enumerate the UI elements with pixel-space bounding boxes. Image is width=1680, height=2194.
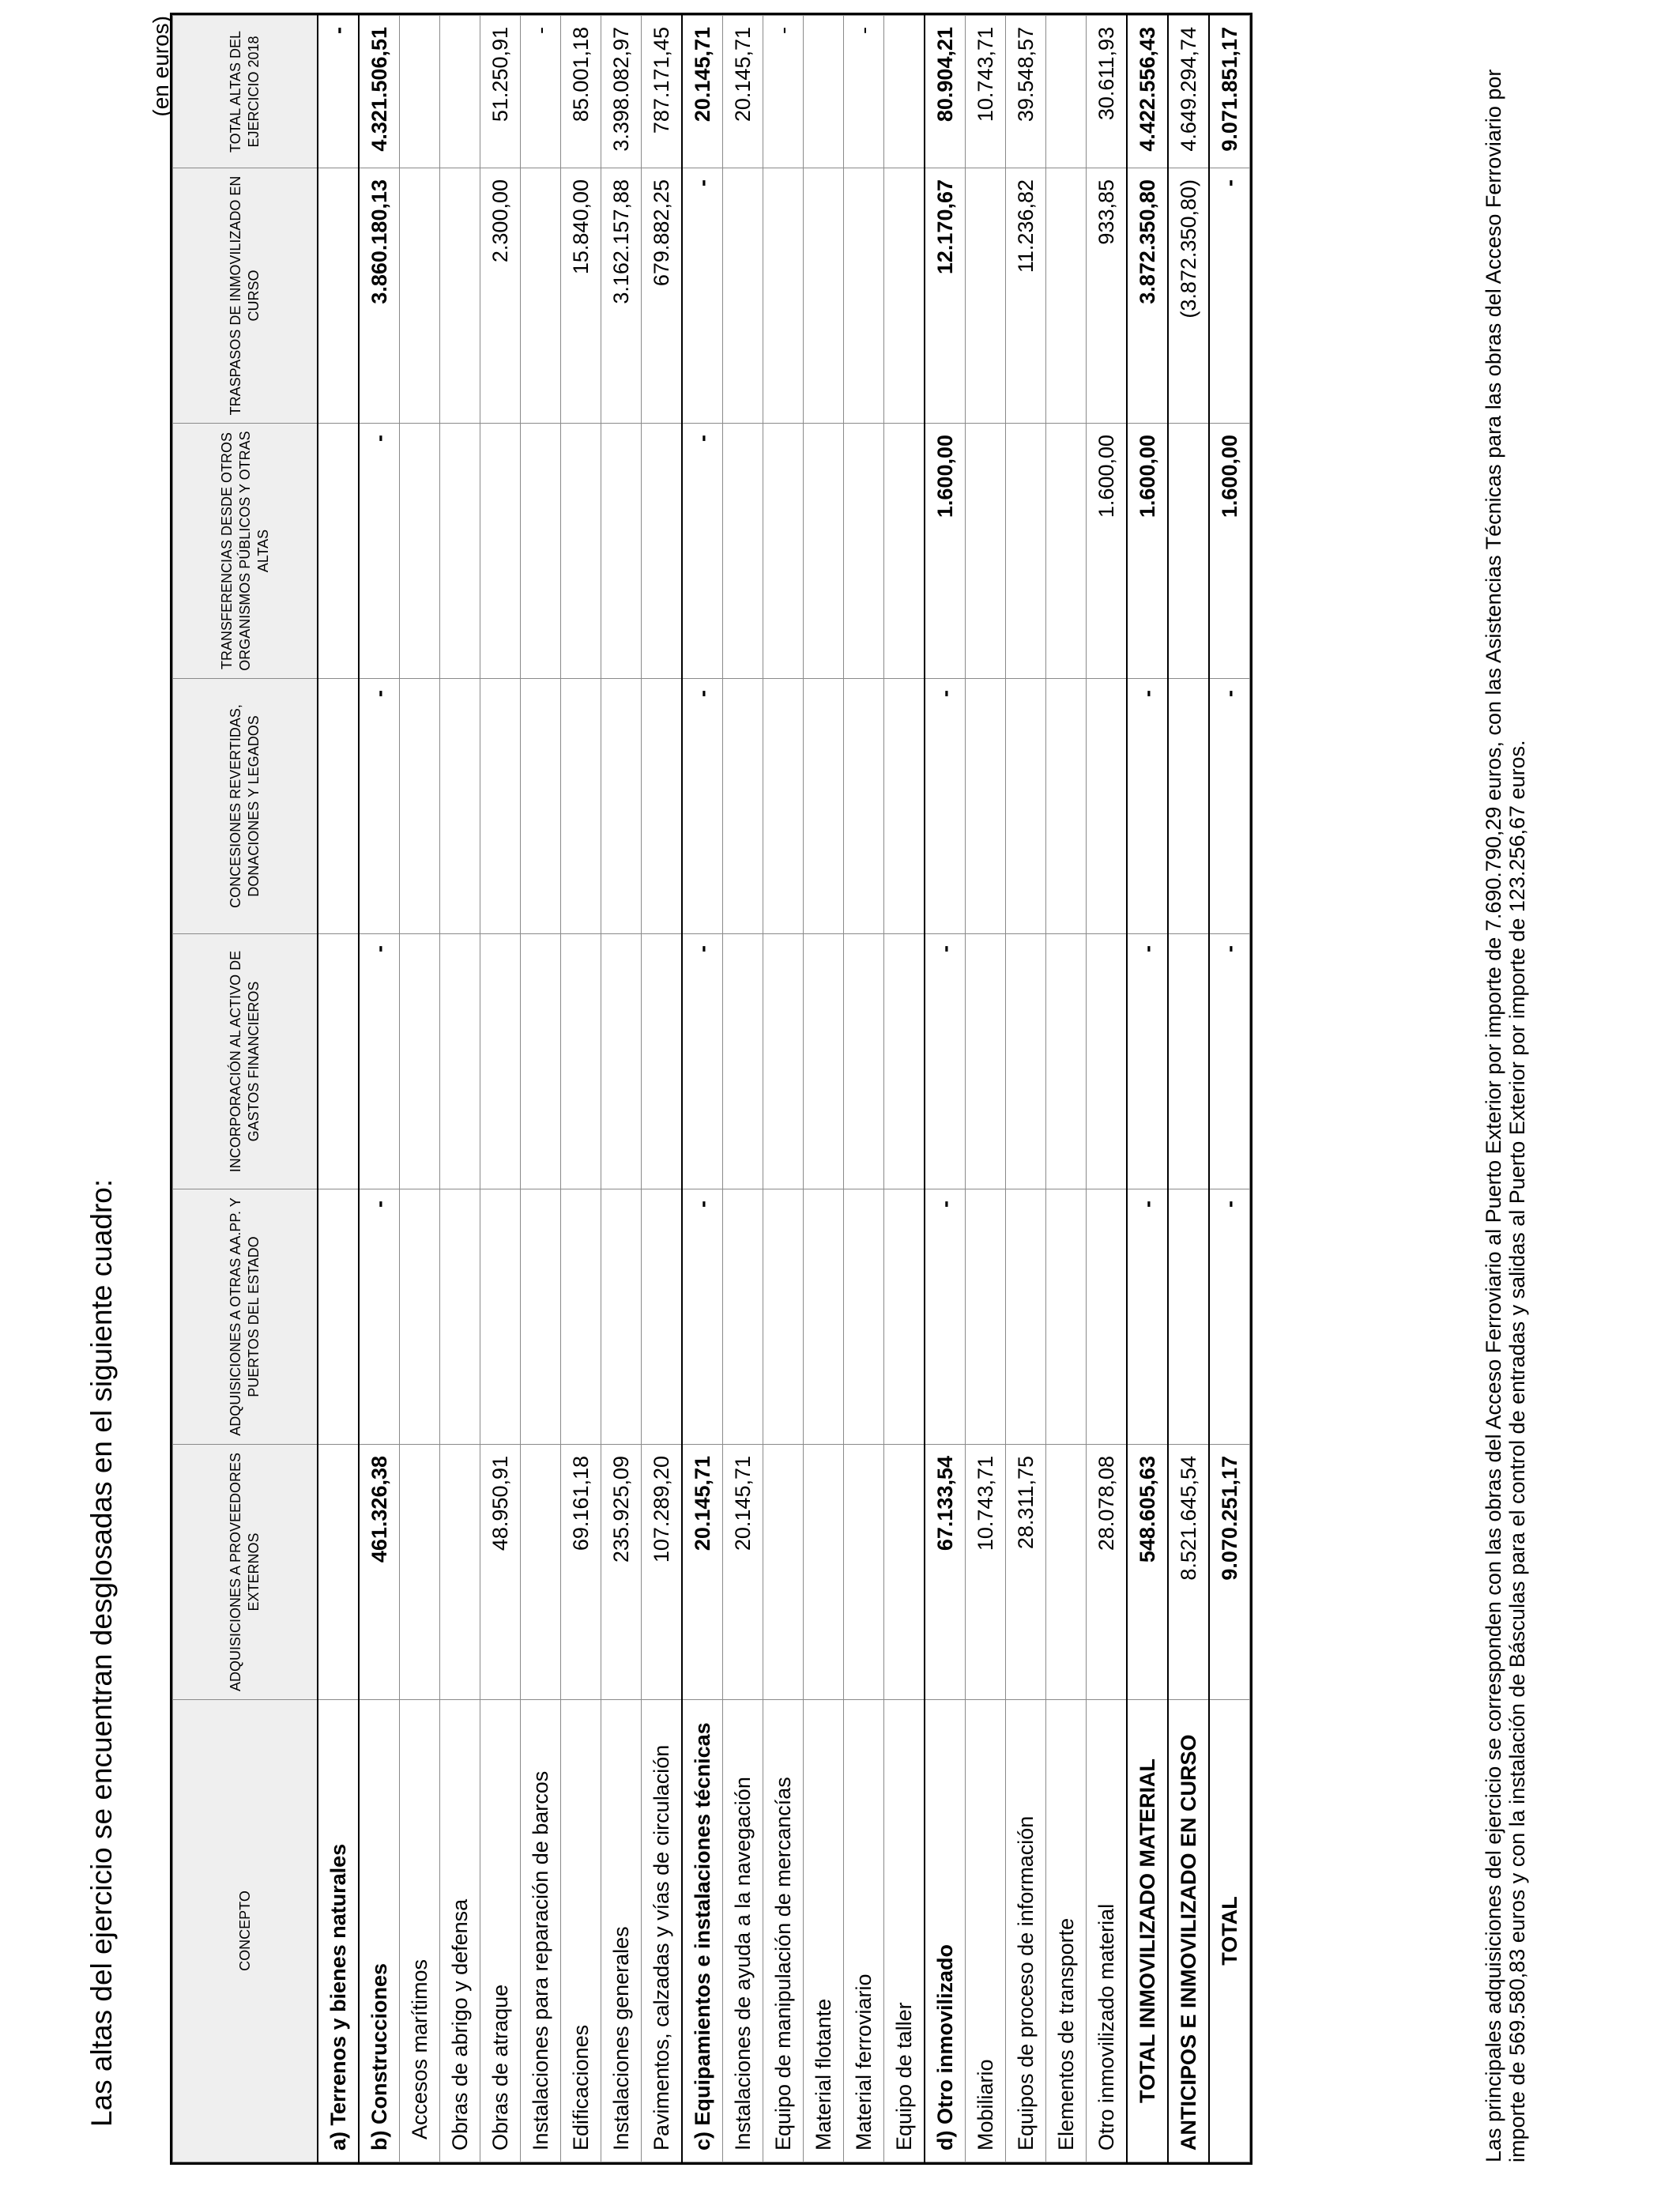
value-cell: -: [763, 16, 804, 168]
concept-cell: Obras de atraque: [480, 1700, 521, 2162]
value-cell: [844, 1445, 884, 1700]
value-cell: 12.170,67: [925, 168, 966, 424]
value-cell: -: [1127, 679, 1168, 934]
row-total-inmovilizado-material: [1127, 16, 1168, 2162]
value-cell: [804, 1189, 844, 1445]
value-cell: [642, 1189, 683, 1445]
value-cell: 1.600,00: [1087, 424, 1128, 679]
value-cell: [1046, 679, 1087, 934]
row-obras-abrigo: [440, 16, 480, 2162]
footnote: Las principales adquisiciones del ejercicio se corresponden con las obras del Acceso Ferroviario al Puerto Exterior por importe de 7.690.790,29 euros, con las Asistencias Técnicas para las obras del Acceso Ferroviario por importe de 569.580,83 euros y con la instalación de Básculas para el control de entradas y salidas al Puerto Exterior por importe de 123.256,67 euros.: [1482, 69, 1529, 2162]
value-cell: [1006, 934, 1046, 1189]
value-cell: [318, 679, 359, 934]
value-cell: -: [682, 679, 723, 934]
value-cell: [1006, 424, 1046, 679]
concept-cell: Accesos marítimos: [400, 1700, 440, 2162]
concept-cell: Instalaciones generales: [601, 1700, 642, 2162]
value-cell: [561, 934, 601, 1189]
row-equipamientos: [682, 16, 723, 2162]
value-cell: [804, 16, 844, 168]
value-cell: [440, 679, 480, 934]
value-cell: [884, 1189, 925, 1445]
value-cell: [844, 424, 884, 679]
concept-cell: Pavimentos, calzadas y vías de circulación: [642, 1700, 683, 2162]
concept-cell: ANTICIPOS E INMOVILIZADO EN CURSO: [1168, 1700, 1209, 2162]
value-cell: 11.236,82: [1006, 168, 1046, 424]
value-cell: 4.321.506,51: [359, 16, 400, 168]
value-cell: 235.925,09: [601, 1445, 642, 1700]
row-construcciones: [359, 16, 400, 2162]
value-cell: 2.300,00: [480, 168, 521, 424]
value-cell: [1006, 679, 1046, 934]
value-cell: [723, 1189, 763, 1445]
row-pavimentos: [642, 16, 683, 2162]
value-cell: [844, 934, 884, 1189]
value-cell: [1168, 1189, 1209, 1445]
value-cell: [521, 1189, 561, 1445]
value-cell: [844, 1189, 884, 1445]
row-reparacion-barcos: [521, 16, 561, 2162]
value-cell: 15.840,00: [561, 168, 601, 424]
value-cell: [561, 679, 601, 934]
value-cell: [642, 424, 683, 679]
row-elementos-transporte: [1046, 16, 1087, 2162]
value-cell: -: [1127, 934, 1168, 1189]
value-cell: 51.250,91: [480, 16, 521, 168]
value-cell: [966, 168, 1006, 424]
value-cell: 548.605,63: [1127, 1445, 1168, 1700]
row-mobiliario: [966, 16, 1006, 2162]
row-material-flotante: [804, 16, 844, 2162]
value-cell: [601, 679, 642, 934]
altas-table: [172, 15, 1250, 2162]
row-accesos-maritimos: [400, 16, 440, 2162]
row-total: [1209, 16, 1250, 2162]
value-cell: [723, 679, 763, 934]
value-cell: [318, 168, 359, 424]
row-edificaciones: [561, 16, 601, 2162]
value-cell: 3.398.082,97: [601, 16, 642, 168]
value-cell: -: [318, 16, 359, 168]
value-cell: [521, 1445, 561, 1700]
value-cell: -: [682, 424, 723, 679]
concept-cell: Material flotante: [804, 1700, 844, 2162]
concept-cell: Equipos de proceso de información: [1006, 1700, 1046, 2162]
value-cell: 1.600,00: [1127, 424, 1168, 679]
value-cell: [480, 934, 521, 1189]
value-cell: 8.521.645,54: [1168, 1445, 1209, 1700]
value-cell: 69.161,18: [561, 1445, 601, 1700]
value-cell: [440, 16, 480, 168]
value-cell: [1087, 934, 1128, 1189]
value-cell: [1046, 934, 1087, 1189]
value-cell: [763, 934, 804, 1189]
value-cell: [884, 168, 925, 424]
row-material-ferroviario: [844, 16, 884, 2162]
value-cell: 85.001,18: [561, 16, 601, 168]
value-cell: 933,85: [1087, 168, 1128, 424]
value-cell: [400, 424, 440, 679]
row-instalaciones-generales: [601, 16, 642, 2162]
value-cell: [804, 168, 844, 424]
value-cell: [440, 1189, 480, 1445]
value-cell: 3.860.180,13: [359, 168, 400, 424]
value-cell: -: [682, 168, 723, 424]
header-otras-aapp: ADQUISICIONES A OTRAS AA.PP. Y PUERTOS DEL ESTADO: [173, 1189, 318, 1445]
value-cell: -: [1127, 1189, 1168, 1445]
value-cell: 3.872.350,80: [1127, 168, 1168, 424]
value-cell: [966, 934, 1006, 1189]
table-header-row: [173, 16, 318, 2162]
header-transferencias: TRANSFERENCIAS DESDE OTROS ORGANISMOS PÚBLICOS Y OTRAS ALTAS: [173, 424, 318, 679]
value-cell: [400, 679, 440, 934]
value-cell: 20.145,71: [682, 16, 723, 168]
concept-cell: TOTAL: [1209, 1700, 1250, 2162]
concept-cell: d) Otro inmovilizado: [925, 1700, 966, 2162]
value-cell: [804, 1445, 844, 1700]
header-gastos-financieros: INCORPORACIÓN AL ACTIVO DE GASTOS FINANCIEROS: [173, 934, 318, 1189]
value-cell: [521, 934, 561, 1189]
value-cell: [884, 679, 925, 934]
value-cell: [318, 1189, 359, 1445]
value-cell: [966, 1189, 1006, 1445]
concept-cell: Otro inmovilizado material: [1087, 1700, 1128, 2162]
value-cell: 1.600,00: [925, 424, 966, 679]
value-cell: 80.904,21: [925, 16, 966, 168]
value-cell: [844, 168, 884, 424]
value-cell: [1087, 1189, 1128, 1445]
value-cell: [804, 934, 844, 1189]
value-cell: -: [925, 679, 966, 934]
value-cell: 9.070.251,17: [1209, 1445, 1250, 1700]
value-cell: [318, 934, 359, 1189]
value-cell: [480, 1189, 521, 1445]
value-cell: 4.649.294,74: [1168, 16, 1209, 168]
concept-cell: Material ferroviario: [844, 1700, 884, 2162]
value-cell: [804, 424, 844, 679]
row-ayuda-navegacion: [723, 16, 763, 2162]
value-cell: -: [359, 1189, 400, 1445]
unit-label: (en euros): [149, 16, 173, 117]
value-cell: [723, 934, 763, 1189]
value-cell: [723, 168, 763, 424]
value-cell: [1168, 424, 1209, 679]
value-cell: [561, 1189, 601, 1445]
value-cell: [1046, 168, 1087, 424]
value-cell: [400, 16, 440, 168]
value-cell: [440, 168, 480, 424]
value-cell: [642, 934, 683, 1189]
value-cell: -: [925, 1189, 966, 1445]
value-cell: [318, 424, 359, 679]
value-cell: [804, 679, 844, 934]
row-equipo-taller: [884, 16, 925, 2162]
value-cell: 30.611,93: [1087, 16, 1128, 168]
value-cell: [480, 424, 521, 679]
value-cell: 20.145,71: [723, 1445, 763, 1700]
value-cell: [763, 424, 804, 679]
header-concesiones-revertidas: CONCESIONES REVERTIDAS, DONACIONES Y LEGADOS: [173, 679, 318, 934]
value-cell: [844, 679, 884, 934]
value-cell: [440, 424, 480, 679]
value-cell: -: [844, 16, 884, 168]
value-cell: 787.171,45: [642, 16, 683, 168]
value-cell: [763, 168, 804, 424]
concept-cell: Edificaciones: [561, 1700, 601, 2162]
row-proceso-informacion: [1006, 16, 1046, 2162]
value-cell: [601, 934, 642, 1189]
value-cell: 20.145,71: [682, 1445, 723, 1700]
value-cell: 48.950,91: [480, 1445, 521, 1700]
concept-cell: Instalaciones para reparación de barcos: [521, 1700, 561, 2162]
value-cell: [1046, 424, 1087, 679]
value-cell: [521, 424, 561, 679]
value-cell: -: [682, 934, 723, 1189]
value-cell: [763, 679, 804, 934]
value-cell: 4.422.556,43: [1127, 16, 1168, 168]
row-anticipos: [1168, 16, 1209, 2162]
value-cell: [1168, 934, 1209, 1189]
value-cell: [642, 679, 683, 934]
value-cell: [561, 424, 601, 679]
value-cell: -: [925, 934, 966, 1189]
concept-cell: Equipo de manipulación de mercancías: [763, 1700, 804, 2162]
value-cell: [400, 1189, 440, 1445]
value-cell: [601, 424, 642, 679]
intro-text: Las altas del ejercicio se encuentran desglosadas en el siguiente cuadro:: [85, 1178, 118, 2127]
value-cell: [966, 679, 1006, 934]
value-cell: [601, 1189, 642, 1445]
value-cell: 20.145,71: [723, 16, 763, 168]
value-cell: -: [359, 424, 400, 679]
concept-cell: Obras de abrigo y defensa: [440, 1700, 480, 2162]
value-cell: 9.071.851,17: [1209, 16, 1250, 168]
concept-cell: TOTAL INMOVILIZADO MATERIAL: [1127, 1700, 1168, 2162]
concept-cell: Mobiliario: [966, 1700, 1006, 2162]
value-cell: 10.743,71: [966, 16, 1006, 168]
concept-cell: b) Construcciones: [359, 1700, 400, 2162]
value-cell: 3.162.157,88: [601, 168, 642, 424]
value-cell: 1.600,00: [1209, 424, 1250, 679]
value-cell: [521, 679, 561, 934]
value-cell: -: [1209, 1189, 1250, 1445]
value-cell: [480, 679, 521, 934]
value-cell: 679.882,25: [642, 168, 683, 424]
header-concepto: CONCEPTO: [173, 1700, 318, 2162]
value-cell: [521, 168, 561, 424]
header-proveedores-externos: ADQUISICIONES A PROVEEDORES EXTERNOS: [173, 1445, 318, 1700]
value-cell: (3.872.350,80): [1168, 168, 1209, 424]
value-cell: -: [359, 679, 400, 934]
value-cell: [884, 16, 925, 168]
value-cell: [440, 934, 480, 1189]
value-cell: [440, 1445, 480, 1700]
value-cell: [763, 1189, 804, 1445]
value-cell: [1046, 16, 1087, 168]
value-cell: [1006, 1189, 1046, 1445]
row-terrenos: [318, 16, 359, 2162]
value-cell: [884, 1445, 925, 1700]
value-cell: 28.311,75: [1006, 1445, 1046, 1700]
value-cell: 67.133,54: [925, 1445, 966, 1700]
concept-cell: Equipo de taller: [884, 1700, 925, 2162]
value-cell: [884, 934, 925, 1189]
header-traspasos: TRASPASOS DE INMOVILIZADO EN CURSO: [173, 168, 318, 424]
value-cell: 107.289,20: [642, 1445, 683, 1700]
value-cell: 28.078,08: [1087, 1445, 1128, 1700]
value-cell: [400, 168, 440, 424]
value-cell: [400, 1445, 440, 1700]
value-cell: [1046, 1445, 1087, 1700]
concept-cell: Elementos de transporte: [1046, 1700, 1087, 2162]
value-cell: [1168, 679, 1209, 934]
value-cell: [966, 424, 1006, 679]
value-cell: -: [521, 16, 561, 168]
value-cell: -: [1209, 934, 1250, 1189]
value-cell: -: [682, 1189, 723, 1445]
concept-cell: a) Terrenos y bienes naturales: [318, 1700, 359, 2162]
value-cell: -: [359, 934, 400, 1189]
value-cell: [723, 424, 763, 679]
value-cell: 461.326,38: [359, 1445, 400, 1700]
value-cell: [318, 1445, 359, 1700]
value-cell: [884, 424, 925, 679]
row-obras-atraque: [480, 16, 521, 2162]
value-cell: -: [1209, 168, 1250, 424]
value-cell: [400, 934, 440, 1189]
row-otro-inmovilizado-material: [1087, 16, 1128, 2162]
value-cell: [763, 1445, 804, 1700]
value-cell: -: [1209, 679, 1250, 934]
concept-cell: Instalaciones de ayuda a la navegación: [723, 1700, 763, 2162]
value-cell: 10.743,71: [966, 1445, 1006, 1700]
value-cell: [1046, 1189, 1087, 1445]
header-total-altas: TOTAL ALTAS DEL EJERCICIO 2018: [173, 16, 318, 168]
concept-cell: c) Equipamientos e instalaciones técnicas: [682, 1700, 723, 2162]
value-cell: [1087, 679, 1128, 934]
row-otro-inmovilizado: [925, 16, 966, 2162]
value-cell: 39.548,57: [1006, 16, 1046, 168]
row-manipulacion-mercancias: [763, 16, 804, 2162]
